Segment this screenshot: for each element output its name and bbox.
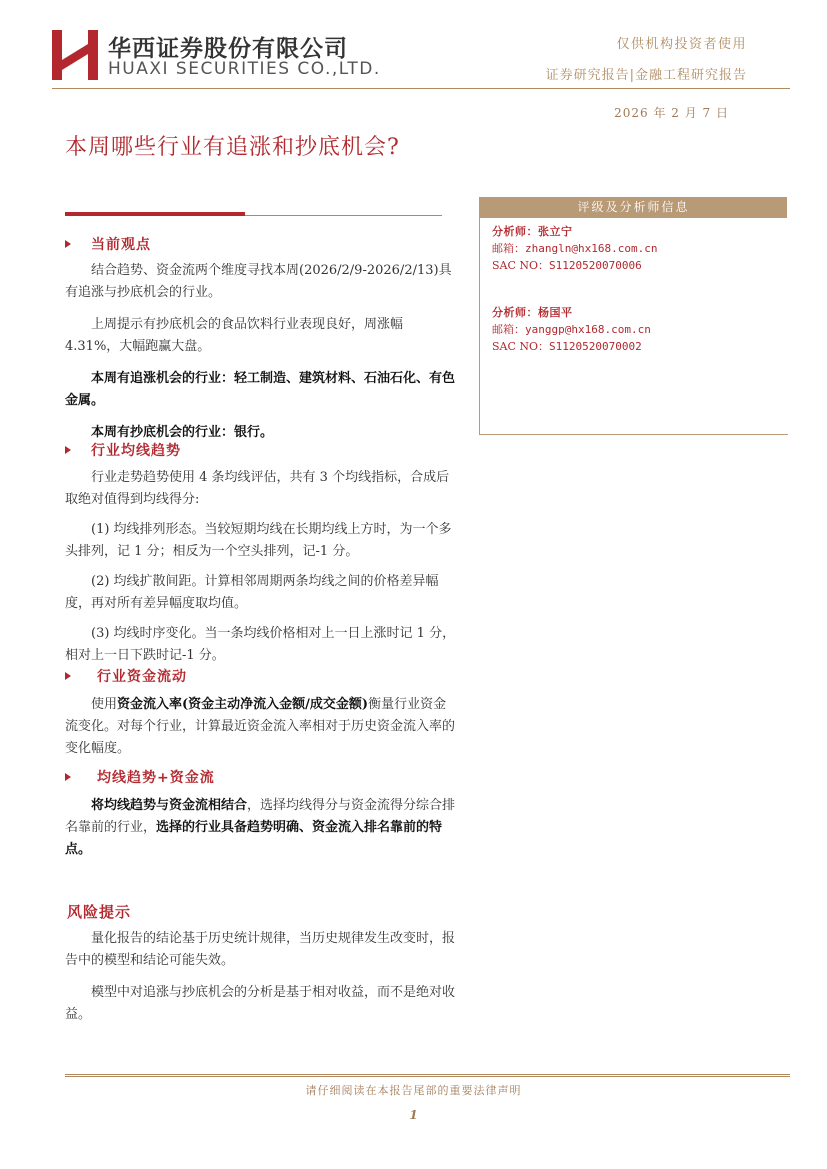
- footer-divider: [65, 1076, 790, 1077]
- triangle-bullet-icon: [65, 773, 71, 781]
- paragraph: 模型中对追涨与抄底机会的分析是基于相对收益，而不是绝对收益。: [65, 985, 456, 1022]
- company-name-cn: 华西证券股份有限公司: [108, 35, 348, 62]
- section-heading-ma-plus-flow: 均线趋势+资金流: [65, 767, 445, 789]
- header-divider: [52, 88, 790, 89]
- paragraph: 结合趋势、资金流两个维度寻找本周(2026/2/9-2026/2/13)具有追涨与抄底机会的行业。: [65, 263, 452, 300]
- analyst-email: 邮箱：yanggp@hx168.com.cn: [492, 323, 651, 336]
- triangle-bullet-icon: [65, 446, 71, 454]
- paragraph: (2) 均线扩散间距。计算相邻周期两条均线之间的价格差异幅度，再对所有差异幅度取均值。: [65, 574, 439, 611]
- section-body-fund-flow: [65, 694, 457, 760]
- paragraph-bold: 本周有抄底机会的行业：银行。: [91, 425, 274, 440]
- paragraph: 行业走势趋势使用 4 条均线评估，共有 3 个均线指标，合成后取绝对值得到均线得分:: [65, 470, 450, 507]
- paragraph-bold: 本周有追涨机会的行业：轻工制造、建筑材料、石油石化、有色金属。: [65, 371, 456, 408]
- triangle-bullet-icon: [65, 672, 71, 680]
- paragraph: 量化报告的结论基于历史统计规律，当历史规律发生改变时，报告中的模型和结论可能失效。: [65, 931, 456, 968]
- section-body-ma-trend: [65, 467, 457, 667]
- paragraph: (3) 均线时序变化。当一条均线价格相对上一日上涨时记 1 分，相对上一日下跌时记-1 分。: [65, 626, 456, 663]
- paragraph: 将均线趋势与资金流相结合，选择均线得分与资金流得分综合排名靠前的行业，选择的行业具备趋势明确、资金流入排名靠前的特点。: [65, 798, 456, 857]
- footer-divider: [65, 1074, 790, 1075]
- huaxi-logo-icon: [52, 30, 98, 80]
- analyst-email: 邮箱：zhangln@hx168.com.cn: [492, 242, 658, 255]
- section-heading-fund-flow: 行业资金流动: [65, 666, 445, 688]
- legal-notice: 请仔细阅读在本报告尾部的重要法律声明: [305, 1084, 522, 1097]
- page-number: 1: [409, 1108, 418, 1122]
- report-title: 本周哪些行业有追涨和抄底机会?: [65, 135, 400, 160]
- risk-body: [65, 928, 457, 1026]
- analyst-email-link[interactable]: yanggp@hx168.com.cn: [525, 323, 651, 336]
- paragraph: 使用资金流入率(资金主动净流入金额/成交金额)衡量行业资金流变化。对每个行业，计算最近资金流入率相对于历史资金流入率的变化幅度。: [65, 697, 456, 756]
- analyst-box-header: 评级及分析师信息: [480, 197, 787, 218]
- section-body-ma-plus-flow: [65, 795, 457, 861]
- section-body-current-view: [65, 260, 457, 444]
- analyst-name: 分析师：张立宁: [492, 225, 573, 238]
- analyst-sac: SAC NO：S1120520070002: [492, 340, 642, 353]
- paragraph: (1) 均线排列形态。当较短期均线在长期均线上方时，为一个多头排列，记 1 分；相反为一个空头排列，记-1 分。: [65, 522, 452, 559]
- section-heading-ma-trend: 行业均线趋势: [65, 440, 445, 462]
- analyst-box-border-left: [479, 197, 480, 435]
- title-underline-gold: [245, 215, 442, 216]
- report-date: 2026 年 2 月 7 日: [614, 106, 729, 120]
- analyst-email-link[interactable]: zhangln@hx168.com.cn: [525, 242, 658, 255]
- section-heading-current-view: 当前观点: [65, 234, 445, 256]
- analyst-name: 分析师：杨国平: [492, 306, 573, 319]
- paragraph: 上周提示有抄底机会的食品饮料行业表现良好，周涨幅4.31%，大幅跑赢大盘。: [65, 317, 404, 354]
- risk-heading: 风险提示: [67, 903, 132, 921]
- report-type: 证券研究报告|金融工程研究报告: [545, 68, 747, 83]
- analyst-sac: SAC NO：S1120520070006: [492, 259, 642, 272]
- triangle-bullet-icon: [65, 240, 71, 248]
- company-name-en: HUAXI SECURITIES CO.,LTD.: [108, 59, 381, 79]
- title-underline-red: [65, 212, 245, 216]
- audience-note: 仅供机构投资者使用: [616, 37, 747, 52]
- analyst-box-border-bottom: [479, 434, 788, 435]
